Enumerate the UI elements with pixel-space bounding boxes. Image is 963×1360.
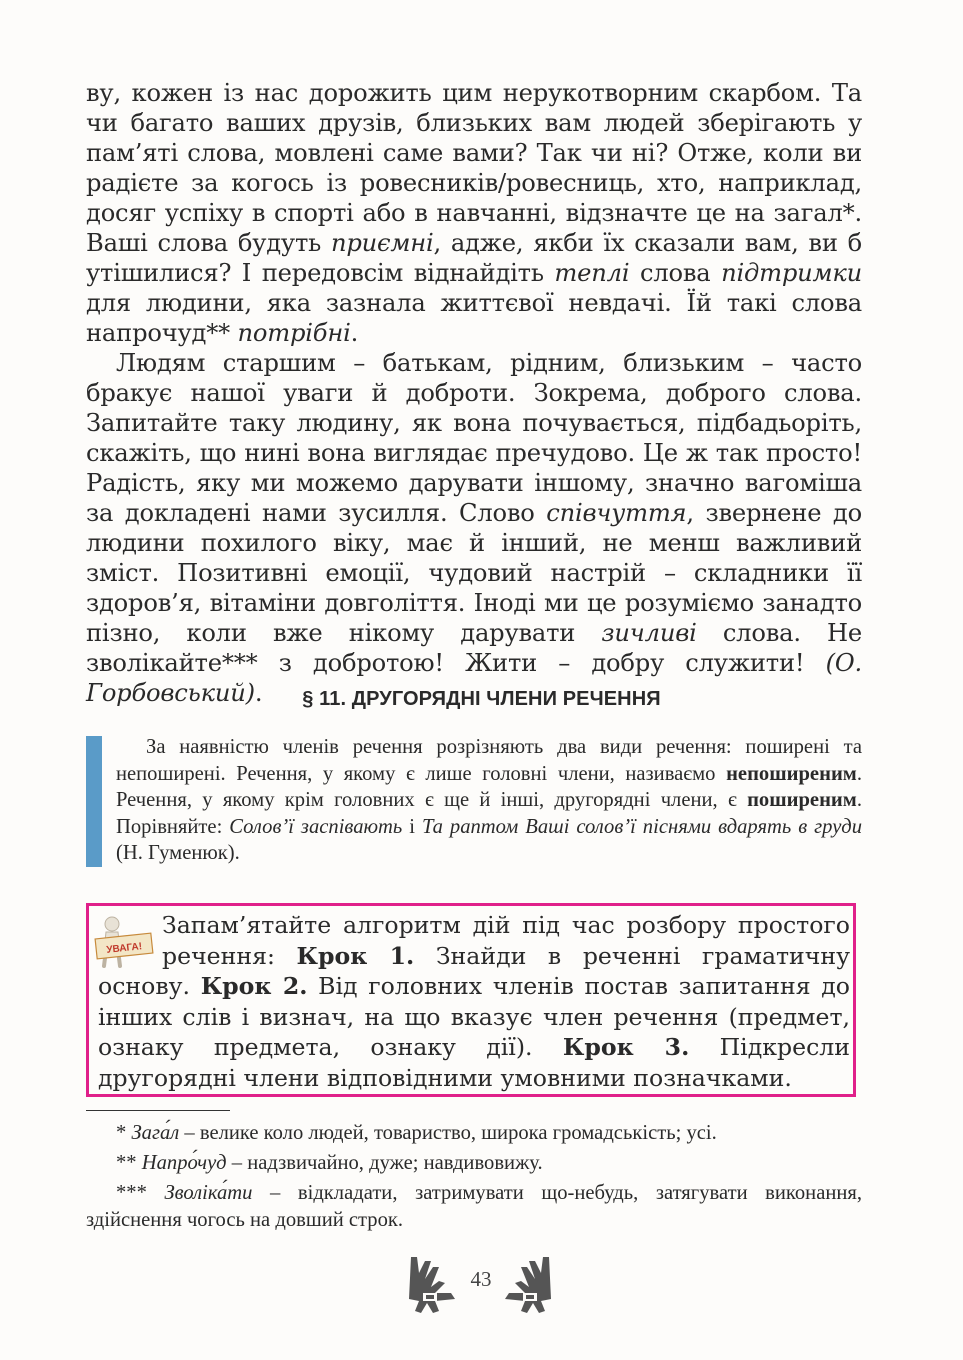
attention-icon-label: УВАГА! — [105, 941, 143, 956]
text-run: . Речення, у якому крім головних є ще й інші, другорядні члени, є — [116, 762, 862, 811]
text-run: Напро́чуд — [141, 1152, 227, 1174]
section-heading: § 11. ДРУГОРЯДНІ ЧЛЕНИ РЕЧЕННЯ — [302, 688, 661, 710]
text-run: зичливі — [601, 619, 697, 647]
footnotes — [86, 1120, 862, 1237]
text-run: Крок 2. — [200, 972, 308, 1000]
text-run: , звернене до людини похилого віку, має й інший, не менш важливий зміст. Позитивні емоції, чудовий настрій – складники її здоров’я, вітаміни довголіття. Іноді ми це розуміємо занадто пізно, коли вже нікому дарувати — [86, 499, 862, 647]
text-run: слова — [629, 259, 722, 287]
text-run: непоширеним — [726, 762, 857, 785]
text-run: За наявністю членів речення розрізняють два види речення: поширені та непоширені. Речення, у якому є лише головні члени, називаємо — [116, 736, 862, 785]
text-run: , адже, якби їх сказали вам, ви б утішилися? І передовсім віднайдіть — [86, 229, 862, 287]
text-run: . — [350, 319, 359, 347]
text-run: поширеним — [747, 789, 857, 811]
rule-text — [116, 734, 862, 867]
text-run: приємні — [330, 229, 434, 257]
footnote-1 — [86, 1120, 862, 1147]
grammar-rule — [116, 734, 862, 867]
text-run: Людям старшим – батькам, рідним, близьким – часто бракує нашої уваги й доброти. Зокрема, доброго слова. Запитайте таку людину, як вона почувається, підбадьоріть, скажіть, що нині вона виглядає пречудово. Це ж так просто! Радість, яку ми можемо дарувати іншому, значно вагоміша за докладені нами зусилля. Слово — [86, 349, 862, 527]
text-run: Крок 3. — [562, 1033, 690, 1061]
text-run: ** — [116, 1152, 142, 1174]
text-run: ву, кожен із нас дорожить цим нерукотворним скарбом. Та чи багато ваших друзів, близьких вам людей зберігають у пам’яті слова, мовлені саме вами? Так чи ні? Отже, коли ви радієте за когось із ровесників/ровесниць, хто, наприклад, досяг успіху в спорті або в навчанні, відзначте це на загал*. Ваші слова будуть — [86, 79, 862, 257]
ornament-left-icon — [405, 1253, 461, 1317]
text-run: для людини, яка зазнала життєвої невдачі. Їй такі слова напрочуд** — [86, 289, 862, 347]
text-run: (О. Горбовський) — [86, 649, 862, 707]
ornament-right-icon — [499, 1253, 555, 1317]
text-run: *** — [116, 1182, 165, 1204]
text-run: . — [254, 679, 263, 707]
text-run: теплі — [554, 259, 630, 287]
text-run: потрібні — [237, 319, 351, 347]
text-run: Знайди в реченні граматичну основу. — [98, 941, 850, 1000]
text-run: слова. Не зволікайте*** з добротою! Жити – добру служити! — [86, 619, 863, 677]
text-run: Запам’ятайте алгоритм дій під час розбору простого речення: — [162, 911, 850, 970]
text-run: . Порівняйте: — [116, 789, 862, 838]
memo-text-block — [98, 910, 850, 1093]
text-run: (Н. Гуменюк). — [116, 842, 240, 864]
text-run: Солов’ї заспівають — [229, 815, 403, 838]
text-run: Від головних членів постав запитання до інших слів і визнач, на що вказує член речення (предмет, ознаку предмета, ознаку дії). — [98, 972, 850, 1061]
text-run: – надзвичайно, дуже; навдивовижу. — [226, 1152, 543, 1174]
footnote-2 — [86, 1150, 862, 1177]
footnote-divider — [86, 1110, 230, 1111]
footnote-3 — [86, 1180, 862, 1234]
text-run: Крок 1. — [296, 941, 415, 970]
rule-marker-bar — [86, 736, 102, 867]
paragraph-1 — [86, 78, 862, 348]
page-number: 43 — [470, 1267, 492, 1291]
text-run: * — [116, 1122, 132, 1144]
text-run: – відкладати, затримувати що-небудь, затягувати виконання, здійснення чогось на довший строк. — [86, 1182, 863, 1231]
text-run: Зага́л — [131, 1122, 180, 1144]
page-footer — [405, 1253, 555, 1319]
text-run: Підкресли другорядні члени відповідними умовними позначками. — [98, 1033, 850, 1092]
memo-text — [98, 910, 850, 1093]
text-run: – велике коло людей, товариство, широка громадськість; усі. — [179, 1122, 717, 1144]
text-run: Зволіка́ти — [164, 1182, 253, 1204]
text-run: підтримки — [721, 259, 862, 287]
text-run: співчуття — [546, 499, 687, 527]
text-run: Та раптом Ваші солов’ї піснями вдарять в груди — [421, 815, 862, 838]
paragraph-2 — [86, 348, 862, 708]
text-run: і — [402, 815, 422, 838]
main-text — [86, 78, 862, 708]
